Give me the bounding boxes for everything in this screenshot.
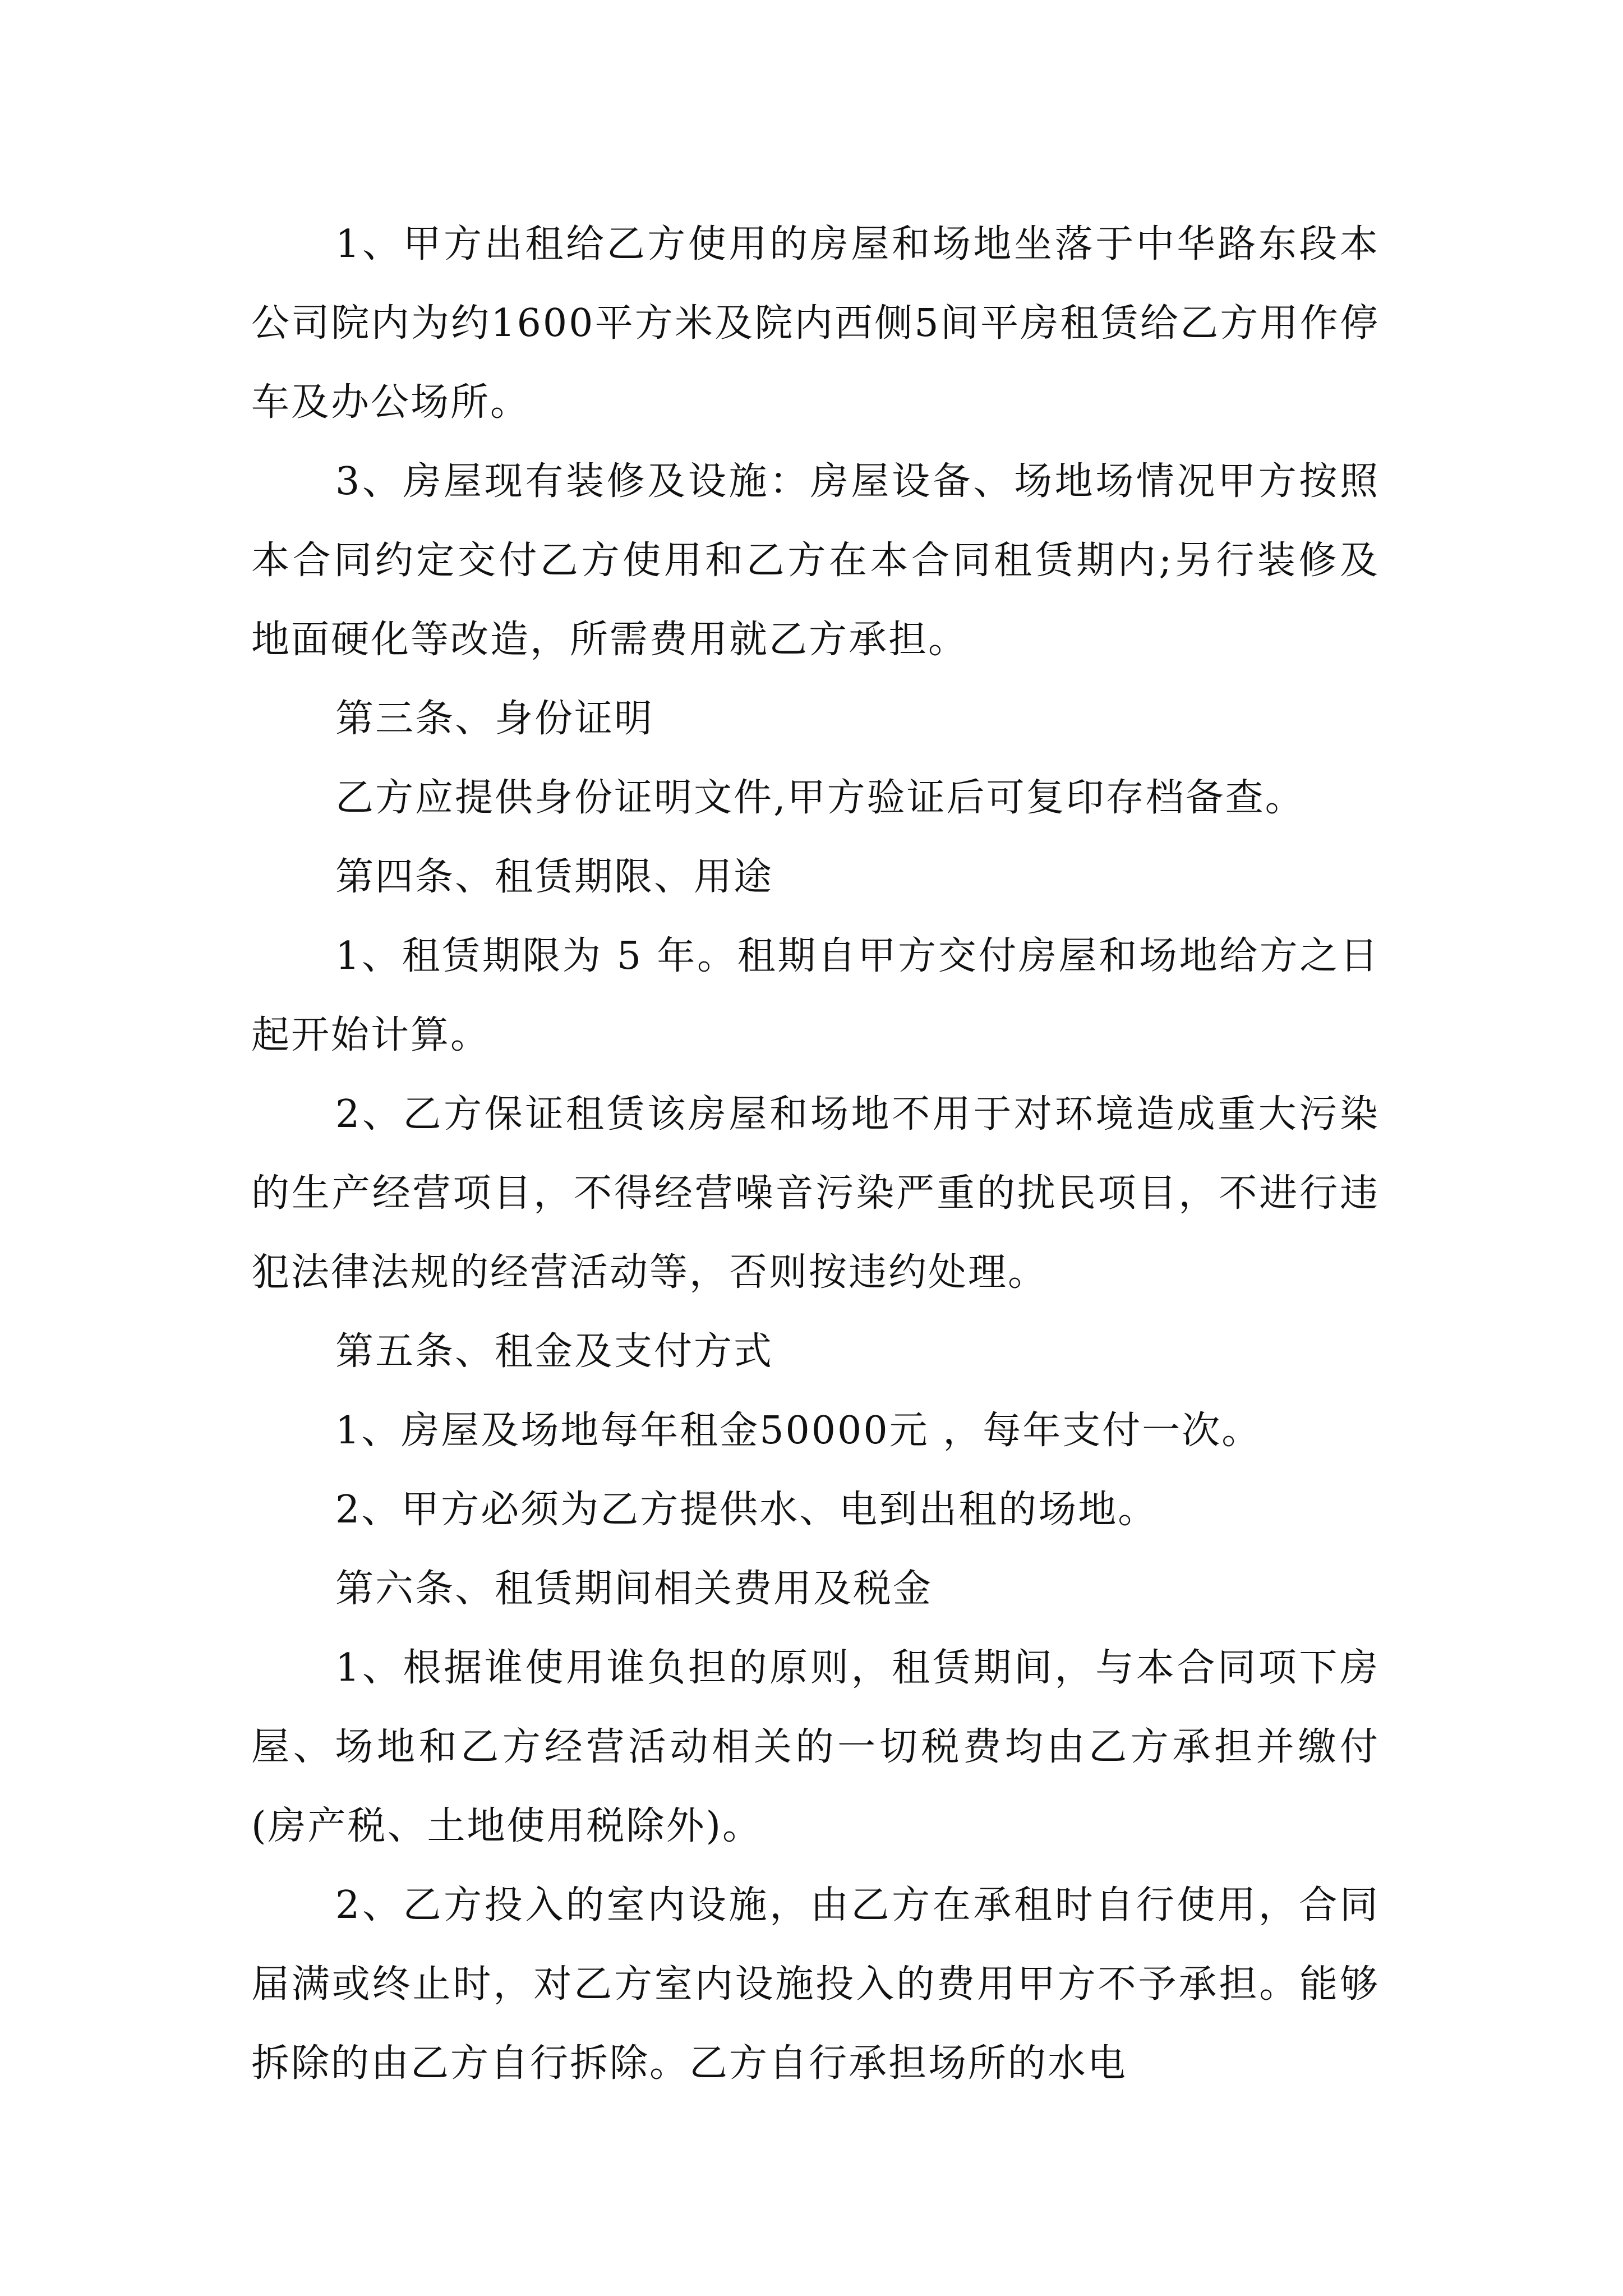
section-heading-article-3: 第三条、身份证明: [335, 697, 654, 741]
paragraph-interior-facilities: 2、乙方投入的室内设施，由乙方在承租时自行使用，合同届满或终止时，对乙方室内设施投入的费用甲方不予承担。能够拆除的由乙方自行拆除。乙方自行承担场所的水电: [251, 1883, 1380, 2086]
document-body: [251, 205, 1380, 2103]
section-heading-article-4: 第四条、租赁期限、用途: [335, 855, 774, 899]
paragraph-lease-term: 1、租赁期限为 5 年。租期自甲方交付房屋和场地给方之日起开始计算。: [251, 934, 1380, 1057]
section-heading-article-6: 第六条、租赁期间相关费用及税金: [335, 1567, 933, 1611]
section-heading-article-5: 第五条、租金及支付方式: [335, 1329, 774, 1374]
paragraph-clause-3-fixtures: 3、房屋现有装修及设施：房屋设备、场地场情况甲方按照本合同约定交付乙方使用和乙方在本合同租赁期内;另行装修及地面硬化等改造，所需费用就乙方承担。: [251, 459, 1380, 662]
paragraph-lease-use: 2、乙方保证租赁该房屋和场地不用于对环境造成重大污染的生产经营项目，不得经营噪音污染严重的扰民项目，不进行违犯法律法规的经营活动等，否则按违约处理。: [251, 1092, 1380, 1295]
paragraph-taxes-fees: 1、根据谁使用谁负担的原则，租赁期间，与本合同项下房屋、场地和乙方经营活动相关的一切税费均由乙方承担并缴付(房产税、土地使用税除外)。: [251, 1646, 1380, 1848]
paragraph-annual-rent: 1、房屋及场地每年租金50000元 ，每年支付一次。: [335, 1409, 1262, 1453]
paragraph-utilities-supply: 2、甲方必须为乙方提供水、电到出租的场地。: [335, 1488, 1158, 1532]
paragraph-clause-1-location: 1、甲方出租给乙方使用的房屋和场地坐落于中华路东段本公司院内为约1600平方米及院内西侧5间平房租赁给乙方用作停车及办公场所。: [251, 222, 1380, 425]
paragraph-identity-proof: 乙方应提供身份证明文件,甲方验证后可复印存档备查。: [335, 776, 1305, 820]
